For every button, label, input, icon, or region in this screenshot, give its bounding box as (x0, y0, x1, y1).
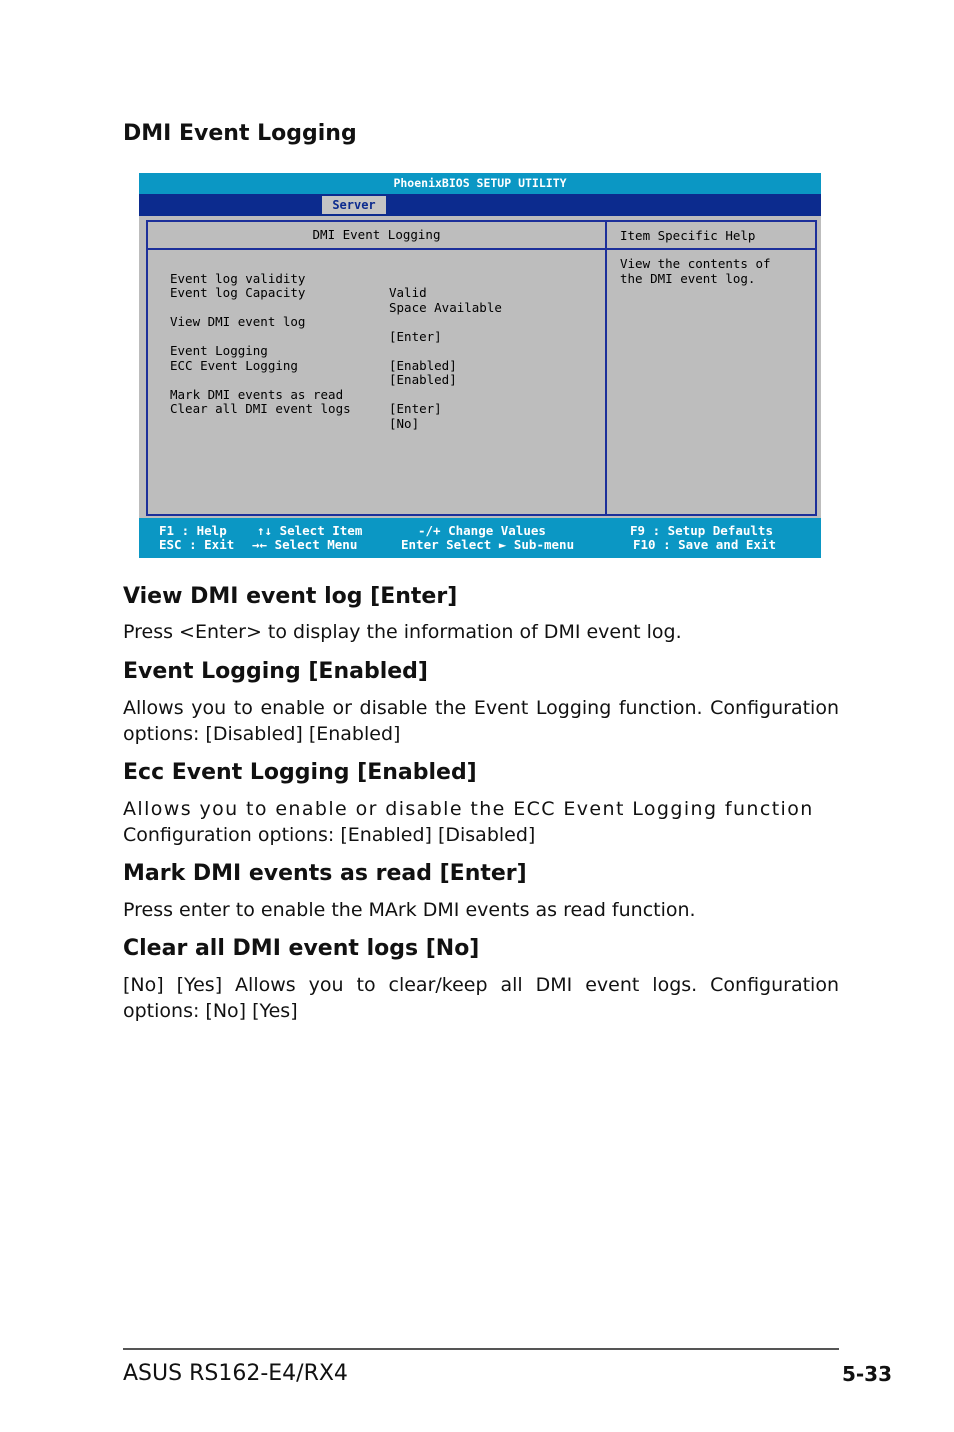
heading-mark-dmi-events-read: Mark DMI events as read [Enter] (123, 861, 527, 886)
menu-tab-server[interactable]: Server (322, 196, 386, 214)
key-f1-help: F1 : Help (159, 523, 227, 538)
setting-value[interactable]: [Enter] (389, 401, 442, 416)
setting-label: Mark DMI events as read (170, 386, 344, 402)
key-select-item: ↑↓ Select Item (257, 523, 363, 538)
bios-screen (139, 173, 821, 558)
setting-value: Space Available (389, 299, 502, 315)
bios-panel (139, 216, 821, 518)
bios-key-legend (139, 518, 821, 558)
setting-label: Event Logging (170, 343, 268, 358)
setting-label: ECC Event Logging (170, 357, 298, 373)
setting-value[interactable]: [Enabled] (389, 372, 457, 387)
setting-label: Event log Capacity (170, 285, 306, 300)
heading-view-dmi-event-log: View DMI event log [Enter] (123, 584, 458, 609)
heading-event-logging: Event Logging [Enabled] (123, 659, 428, 684)
bios-title: PhoenixBIOS SETUP UTILITY (393, 176, 567, 190)
heading-clear-all-dmi-logs: Clear all DMI event logs [No] (123, 936, 480, 961)
setting-label: Clear all DMI event logs (170, 401, 351, 416)
body-ecc-event-logging-line1: Allows you to enable or disable the ECC Event Logging function (123, 798, 814, 820)
key-f9-defaults: F9 : Setup Defaults (630, 523, 773, 538)
key-enter-submenu: Enter Select ► Sub-menu (401, 537, 575, 552)
bios-menu-bar (139, 194, 821, 216)
setting-value[interactable]: [No] (389, 415, 420, 431)
setting-label: Event log validity (170, 270, 306, 286)
settings-list (170, 257, 590, 497)
body-view-dmi-event-log: Press <Enter> to display the information of DMI event log. (123, 621, 682, 643)
footer-divider (123, 1348, 839, 1350)
key-select-menu: →← Select Menu (252, 537, 358, 552)
section-title: DMI Event Logging (123, 121, 357, 146)
setting-value: Valid (389, 285, 427, 300)
page-number: 5-33 (841, 1362, 892, 1386)
heading-ecc-event-logging: Ecc Event Logging [Enabled] (123, 760, 477, 785)
help-title: Item Specific Help (620, 228, 756, 243)
body-clear-all-dmi-logs: [No] [Yes] Allows you to clear/keep all DMI event logs. Configuration options: [No] [Yes] (123, 974, 839, 1022)
body-ecc-event-logging-line2: Configuration options: [Enabled] [Disabled] (123, 824, 536, 846)
body-mark-dmi-events-read: Press enter to enable the MArk DMI events as read function. (123, 899, 696, 921)
product-name: ASUS RS162-E4/RX4 (123, 1361, 348, 1386)
key-esc-exit: ESC : Exit (159, 537, 235, 552)
setting-value[interactable]: [Enter] (389, 328, 442, 344)
help-text: View the contents of the DMI event log. (620, 256, 771, 286)
key-f10-save-exit: F10 : Save and Exit (633, 537, 776, 552)
body-event-logging: Allows you to enable or disable the Event Logging function. Configuration options: [Disabled] [Enabled] (123, 697, 839, 745)
key-change-values: -/+ Change Values (418, 523, 546, 538)
setting-label: View DMI event log (170, 314, 306, 329)
panel-title: DMI Event Logging (312, 227, 441, 242)
setting-value[interactable]: [Enabled] (389, 357, 457, 373)
